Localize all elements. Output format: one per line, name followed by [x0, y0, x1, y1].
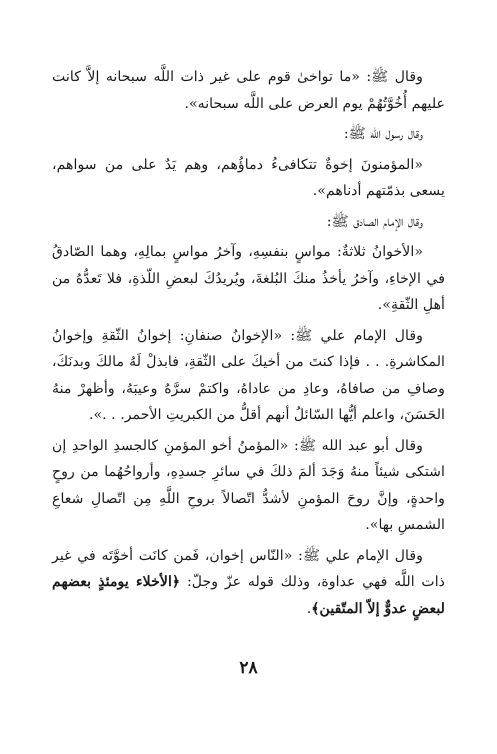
paragraph-attribution-2: وقال الإمام الصادق ﷺ:	[326, 213, 423, 230]
paragraph-hadith-4: وقال الإمام علي ﷺ: «الإخوانُ صنفانِ: إخوانُ الثّقةِ وإخوانُ المكاشرةِ. . . فإذا كنتَ من أخيكَ على الثّقةِ، فابذلْ لَهُ مالكَ وبدنَكَ، وصافِ من صافاهُ، وعادِ من عاداهُ، واكتمْ سرَّهُ وعيبَهُ، وأظهرْ منهُ الحَسَنَ، واعلم أيُّها السّائلُ أنهم أقلُّ من الكبريتِ الأحمر. . .».	[52, 327, 445, 423]
paragraph-end-mark: .	[306, 600, 312, 617]
page-body	[52, 64, 445, 622]
paragraph-hadith-6	[52, 543, 445, 623]
paragraph-hadith-6-text: وقال الإمام علي ﷺ: «النّاس إخوان، فَمن كانَت أخوَّتَه في غير ذات اللَّه فهي عداوة، وذلك قوله عزّ وجلّ:	[52, 547, 445, 590]
paragraph-hadith-5: وقال أبو عبد الله ﷺ: «المؤمنُ أخو المؤمنِ كالجسدِ الواحدِ إن اشتكى شيئاً منهُ وَجَدَ ألمَ ذلكَ في سائرِ جسدِهِ، وأرواحُهُما من روحٍ واحدةٍ، وإنَّ روحَ المؤمنِ لأشدُّ اتّصالاً بروحِ اللَّهِ مِن اتّصالِ شعاعِ الشمسِ بها».	[52, 437, 445, 533]
quran-verse: ﴿الأخلاء يومئذٍ بعضهم لبعضٍ عدوٌّ إلاّ المتّقين﴾	[52, 574, 445, 617]
paragraph-hadith-1: وقال ﷺ: «ما تواخىٰ قوم على غير ذات اللَّه سبحانه إلاَّ كانت عليهم أُخُوَّتُهُمْ يوم العرض على اللَّه سبحانه».	[52, 69, 445, 112]
paragraph-attribution-1: وقال رسول الله ﷺ:	[343, 126, 423, 142]
page-number: ٢٨	[239, 658, 258, 678]
paragraph-hadith-2: «المؤمنونَ إخوةٌ تتكافىءُ دماؤُهم، وهم يَدٌ على من سواهم، يسعى بذمّتهم أدناهم».	[52, 156, 445, 199]
paragraph-hadith-3: «الأخوانُ ثلاثةٌ: مواسٍ بنفسِهِ، وآخرُ مواسٍ بمالِهِ، وهما الصّادقُ في الإخاءِ، وآخرُ يأخذُ منكَ البُلغةَ، ويُريدُكَ لبعضِ اللّذةِ، فلا تَعدُّهُ من أهلِ الثّقةِ».	[52, 244, 445, 313]
